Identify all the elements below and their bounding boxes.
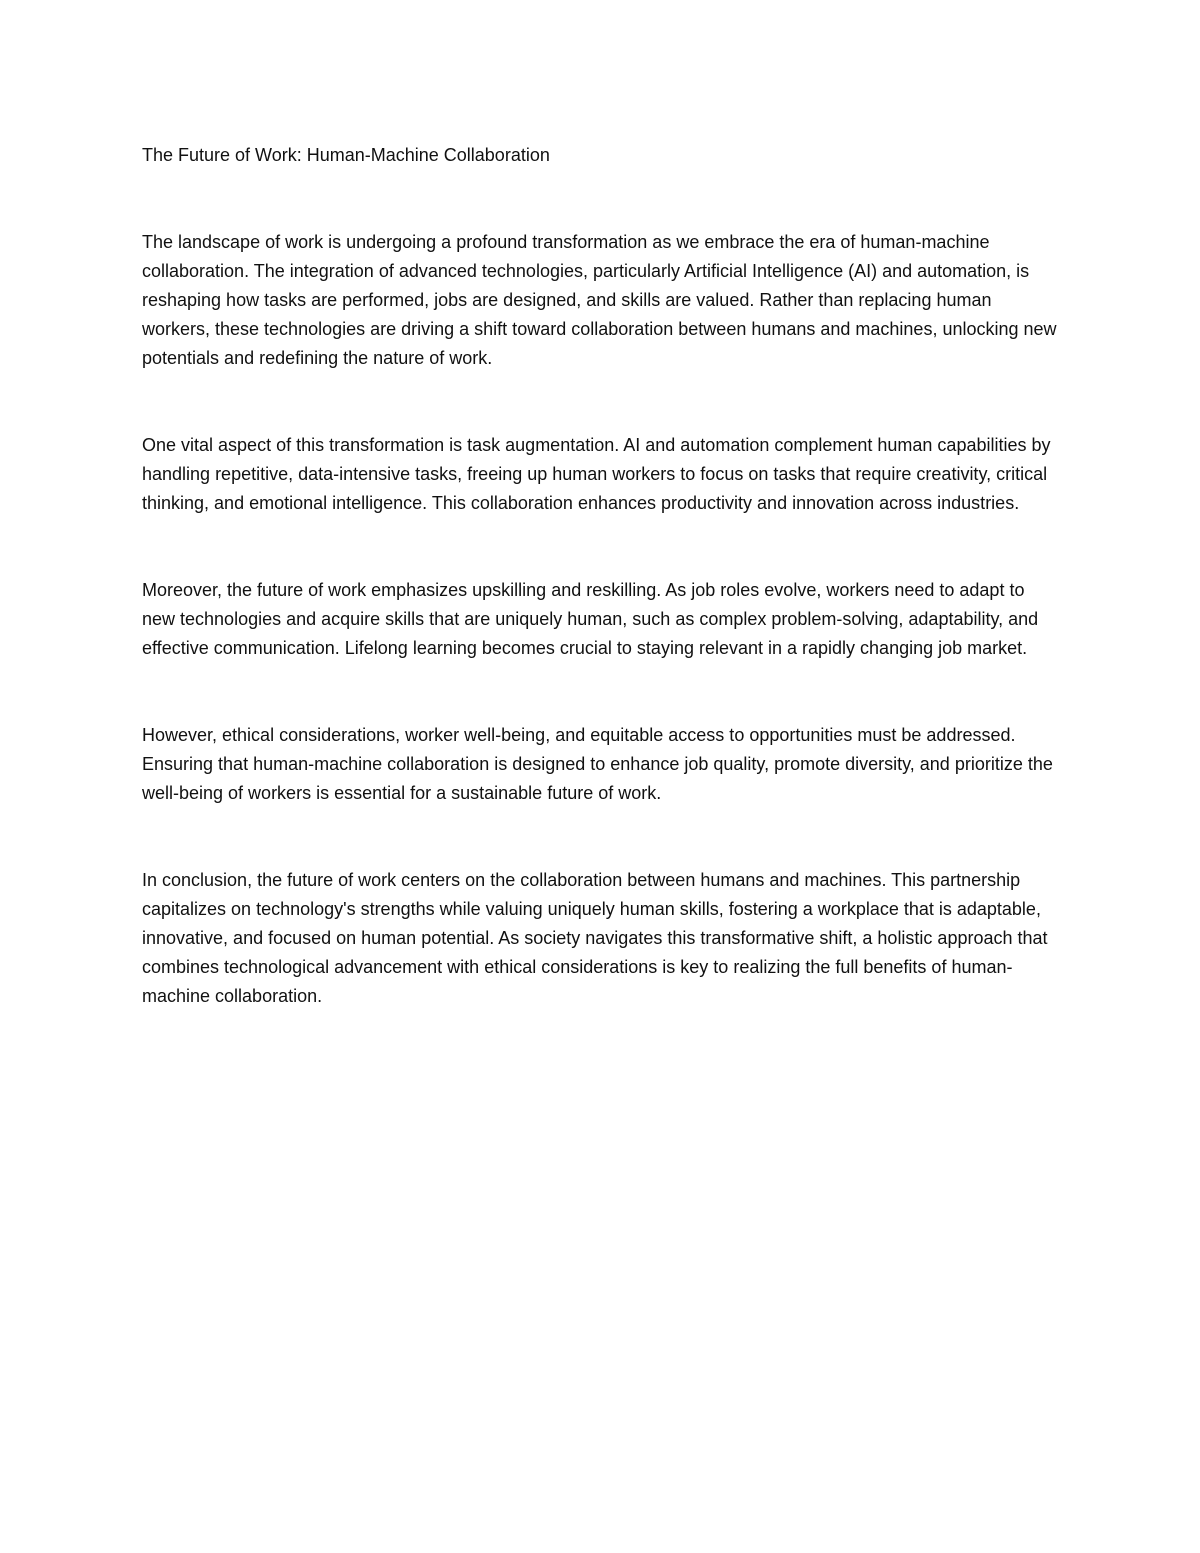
document-title: The Future of Work: Human-Machine Collaboration (142, 145, 550, 165)
paragraph-task-augmentation: One vital aspect of this transformation is task augmentation. AI and automation complement human capabilities by handling repetitive, data-intensive tasks, freeing up human workers to focus on tasks that require creativity, critical thinking, and emotional intelligence. This collaboration enhances productivity and innovation across industries. (142, 435, 1051, 513)
document-body (142, 141, 1062, 1069)
paragraph-introduction: The landscape of work is undergoing a profound transformation as we embrace the era of human-machine collaboration. The integration of advanced technologies, particularly Artificial Intelligence (AI) and automation, is reshaping how tasks are performed, jobs are designed, and skills are valued. Rather than replacing human workers, these technologies are driving a shift toward collaboration between humans and machines, unlocking new potentials and redefining the nature of work. (142, 232, 1057, 368)
paragraph-ethics: However, ethical considerations, worker well-being, and equitable access to opportunities must be addressed. Ensuring that human-machine collaboration is designed to enhance job quality, promote diversity, and prioritize the well-being of workers is essential for a sustainable future of work. (142, 725, 1053, 803)
paragraph-conclusion: In conclusion, the future of work centers on the collaboration between humans and machines. This partnership capitalizes on technology's strengths while valuing uniquely human skills, fostering a workplace that is adaptable, innovative, and focused on human potential. As society navigates this transformative shift, a holistic approach that combines technological advancement with ethical considerations is key to realizing the full benefits of human-machine collaboration. (142, 870, 1048, 1006)
paragraph-upskilling: Moreover, the future of work emphasizes upskilling and reskilling. As job roles evolve, workers need to adapt to new technologies and acquire skills that are uniquely human, such as complex problem-solving, adaptability, and effective communication. Lifelong learning becomes crucial to staying relevant in a rapidly changing job market. (142, 580, 1039, 658)
